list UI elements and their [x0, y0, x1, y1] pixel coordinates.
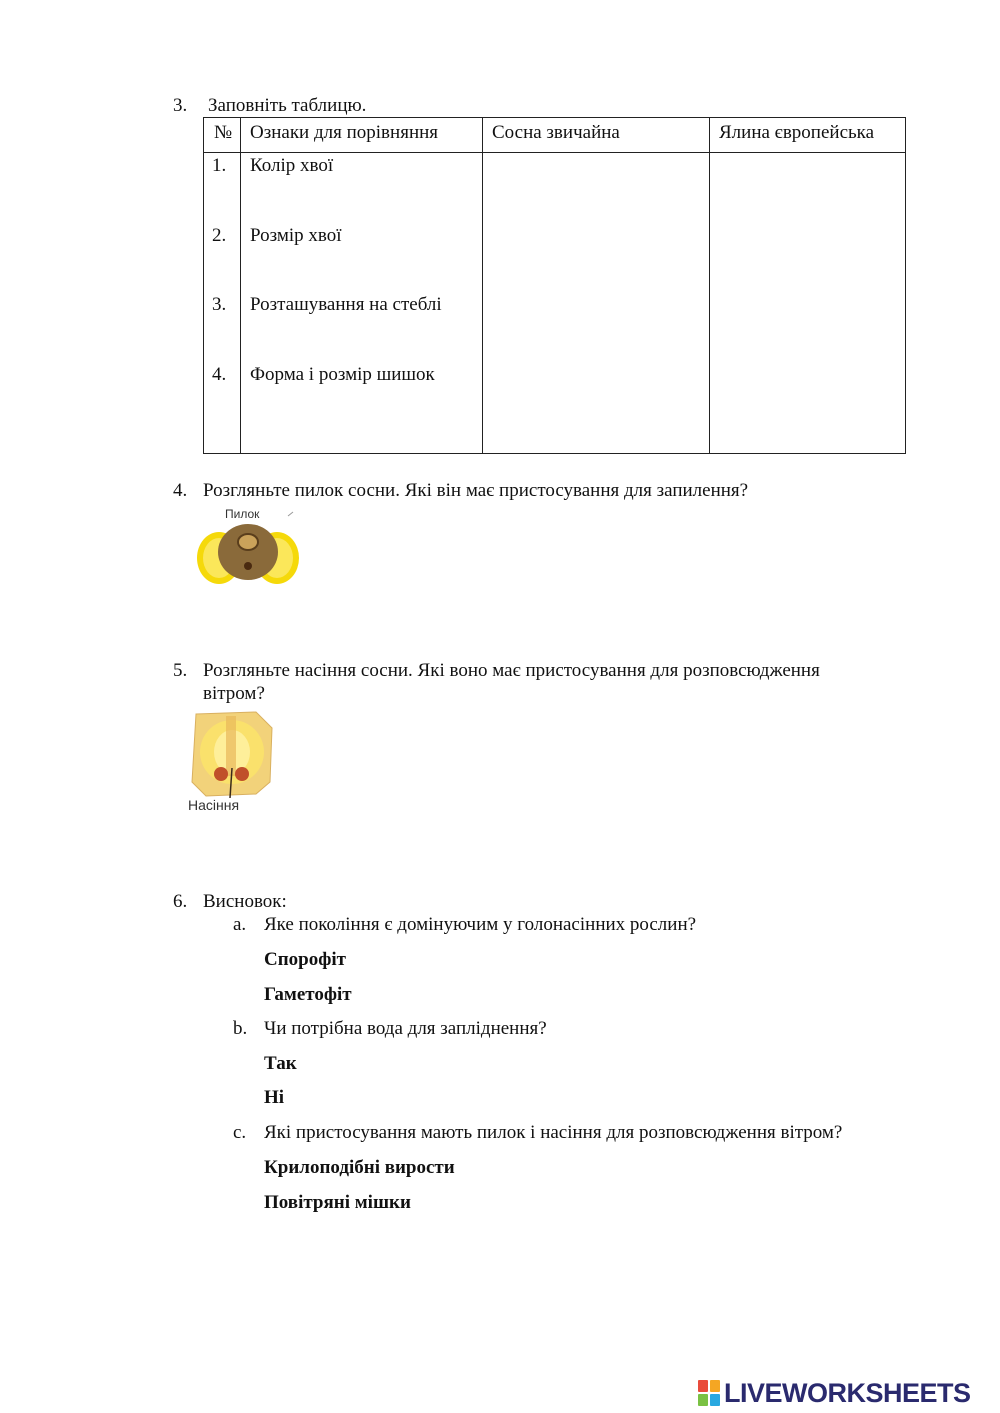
q6c-option-1[interactable]: Крилоподібні вирости: [264, 1157, 455, 1178]
table-row-1-number: 1.: [212, 155, 227, 176]
liveworksheets-brand: LIVEWORKSHEETS: [724, 1377, 971, 1408]
table-header-feature: Ознаки для порівняння: [250, 122, 439, 143]
q6b-letter: b.: [233, 1018, 248, 1039]
q3-title: Заповніть таблицю.: [208, 95, 367, 116]
q3-number: 3.: [173, 95, 188, 116]
q5-number: 5.: [173, 660, 188, 681]
q6c-letter: c.: [233, 1122, 247, 1143]
table-header-pine: Сосна звичайна: [492, 122, 620, 143]
q6b-option-2[interactable]: Ні: [264, 1087, 285, 1108]
table-header-spruce: Ялина європейська: [719, 122, 875, 143]
table-row-4-number: 4.: [212, 364, 227, 385]
q6a-letter: a.: [233, 914, 247, 935]
q6c-option-2[interactable]: Повітряні мішки: [264, 1192, 411, 1213]
table-row-2-number: 2.: [212, 225, 227, 246]
q5-text-line2: вітром?: [203, 683, 265, 704]
q6-title: Висновок:: [203, 891, 287, 912]
liveworksheets-logo: [698, 1378, 971, 1408]
q6b-option-1[interactable]: Так: [264, 1053, 297, 1074]
table-row-1-feature: Колір хвої: [250, 155, 334, 176]
q5-text-line1: Розгляньте насіння сосни. Які воно має пристосування для розповсюдження: [203, 660, 820, 681]
q4-text: Розгляньте пилок сосни. Які він має пристосування для запилення?: [203, 480, 749, 501]
q6c-question: Які пристосування мають пилок і насіння для розповсюдження вітром?: [264, 1122, 843, 1143]
table-header-number: №: [214, 122, 233, 143]
q6b-question: Чи потрібна вода для запліднення?: [264, 1018, 547, 1039]
table-row-3-number: 3.: [212, 294, 227, 315]
table-row-3-feature: Розташування на стеблі: [250, 294, 442, 315]
q4-number: 4.: [173, 480, 188, 501]
comparison-table: [203, 117, 906, 454]
q6a-option-2[interactable]: Гаметофіт: [264, 984, 352, 1005]
q6a-question: Яке покоління є домінуючим у голонасінних рослин?: [264, 914, 697, 935]
liveworksheets-logo-icon: [698, 1380, 720, 1406]
table-row-2-feature: Розмір хвої: [250, 225, 342, 246]
q6-number: 6.: [173, 891, 188, 912]
pollen-label: Пилок: [225, 507, 260, 521]
q6a-option-1[interactable]: Спорофіт: [264, 949, 346, 970]
table-row-4-feature: Форма і розмір шишок: [250, 364, 435, 385]
seed-label: Насіння: [188, 797, 240, 813]
